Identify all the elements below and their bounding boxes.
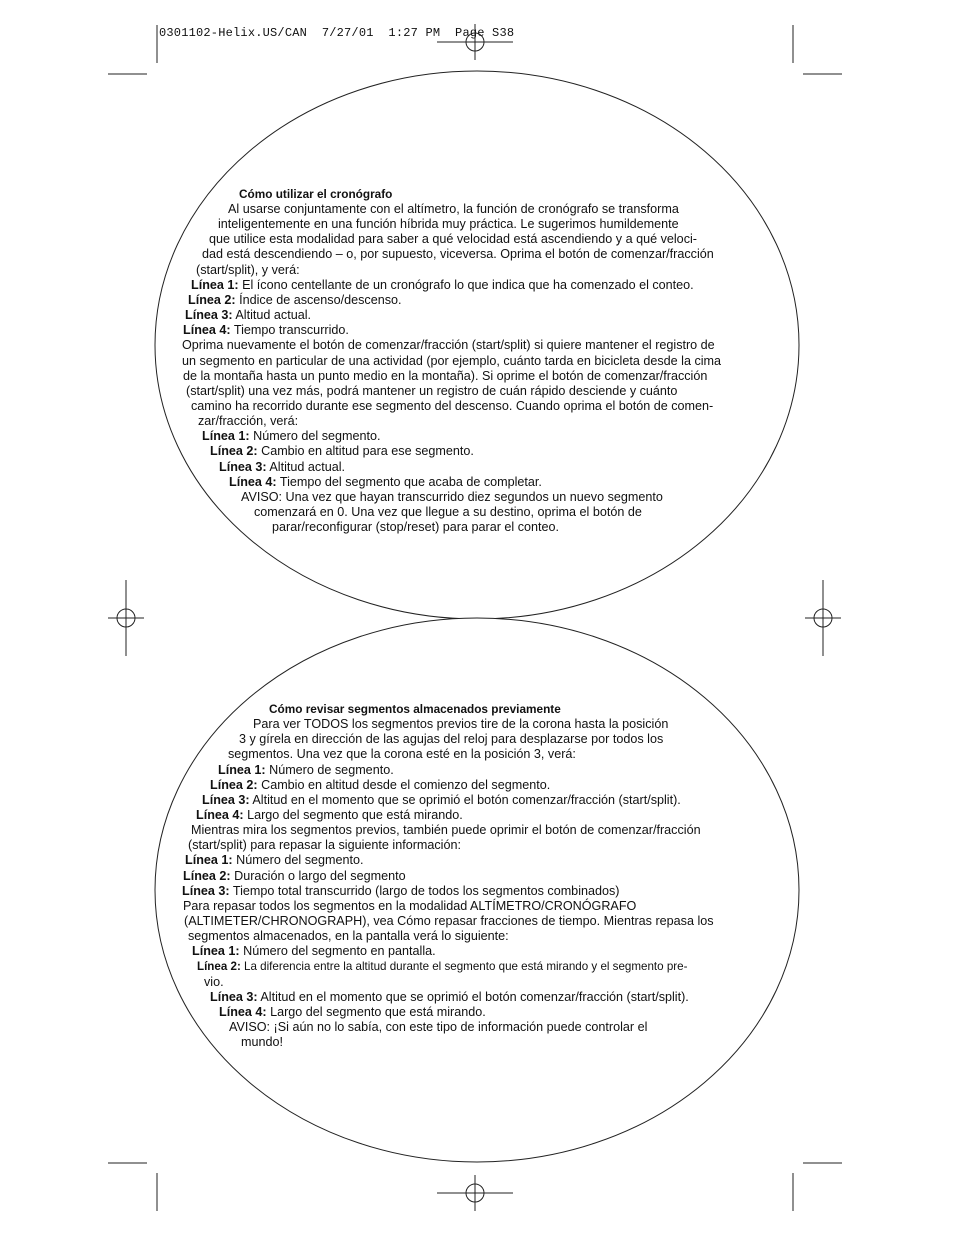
line-text: (start/split), y verá:: [196, 262, 300, 277]
section2-text-line: [183, 899, 636, 914]
line-text: Para repasar todos los segmentos en la modalidad ALTÍMETRO/CRONÓGRAFO: [183, 898, 637, 913]
line-text: Cambio en altitud desde el comienzo del segmento.: [257, 777, 551, 792]
section1-text-line: [182, 338, 715, 353]
registration-mark-left: [108, 580, 144, 656]
line-label: Línea 2:: [183, 868, 231, 883]
line-text: Oprima nuevamente el botón de comenzar/fracción (start/split) si quiere mantener el registro de: [182, 338, 715, 353]
line-text: Largo del segmento que está mirando.: [266, 1004, 486, 1019]
line-text: Duración o largo del segmento: [230, 868, 406, 883]
section2-text-line: [185, 853, 364, 868]
line-text: AVISO: Una vez que hayan transcurrido diez segundos un nuevo segmento: [241, 489, 663, 504]
line-label: Línea 3:: [185, 308, 233, 323]
registration-mark-top: [437, 24, 513, 60]
line-text: inteligentemente en una función híbrida muy práctica. Le sugerimos humildemente: [218, 217, 679, 232]
section1-text-line: [219, 460, 345, 475]
section2-text-line: [182, 884, 620, 899]
section2-text-line: [196, 808, 463, 823]
section1-text-line: [272, 520, 559, 535]
line-label: Línea 2:: [197, 960, 241, 974]
line-label: Línea 1:: [192, 944, 240, 959]
line-text: comenzará en 0. Una vez que llegue a su destino, oprima el botón de: [254, 505, 642, 519]
line-text: Número del segmento en pantalla.: [239, 944, 436, 959]
line-text: Tiempo transcurrido.: [230, 323, 349, 338]
section2-text-line: [192, 944, 436, 959]
line-text: Número del segmento.: [249, 429, 381, 444]
line-text: 3 y gírela en dirección de las agujas del reloj para desplazarse por todos los: [239, 732, 664, 747]
section2-text-line: [184, 914, 714, 929]
line-label: Línea 3:: [182, 883, 230, 898]
line-label: Línea 3:: [210, 989, 258, 1004]
line-label: Línea 4:: [183, 323, 231, 338]
section1-text-line: [183, 369, 707, 384]
section1-text-line: [198, 414, 298, 429]
line-text: Tiempo total transcurrido (largo de todos los segmentos combinados): [229, 883, 620, 898]
section2-text-line: [188, 838, 461, 853]
section2-text-line: [239, 732, 663, 747]
line-text: Altitud actual.: [232, 308, 312, 323]
section2-text-line: [191, 823, 701, 838]
section2-text-line: [229, 1020, 647, 1035]
section1-heading: Cómo utilizar el cronógrafo: [239, 187, 393, 201]
section2-text-line: [210, 990, 689, 1005]
line-text: de la montaña hasta un punto medio en la montaña). Si oprime el botón de comenzar/fracción: [183, 368, 708, 383]
line-label: Línea 4:: [196, 807, 244, 822]
line-label: Línea 2:: [210, 444, 258, 459]
section1-text-line: [202, 429, 381, 444]
line-text: segmentos. Una vez que la corona esté en la posición 3, verá:: [228, 747, 576, 762]
section2-text-line: [204, 975, 224, 990]
line-text: (ALTIMETER/CHRONOGRAPH), vea Cómo repasar fracciones de tiempo. Mientras repasa los: [184, 914, 714, 928]
section1-text-line: [202, 247, 714, 262]
section1-text-line: [196, 263, 300, 278]
section1-text-line: [191, 399, 713, 414]
line-text: Tiempo del segmento que acaba de completar.: [276, 474, 542, 489]
section2-text-line: [241, 1035, 283, 1050]
line-text: camino ha recorrido durante ese segmento del descenso. Cuando oprima el botón de comen-: [191, 399, 714, 413]
section2-text-line: [219, 1005, 486, 1020]
section2-text-line: [183, 869, 406, 884]
section2-text-line: [228, 747, 576, 762]
line-label: Línea 1:: [191, 277, 239, 292]
section1-text-line: [229, 475, 542, 490]
section1-text-line: [185, 308, 311, 323]
line-text: vio.: [204, 974, 224, 989]
line-label: Línea 3:: [202, 792, 250, 807]
print-slug: 0301102-Helix.US/CAN 7/27/01 1:27 PM Page S38: [159, 26, 515, 40]
line-text: Altitud en el momento que se oprimió el botón comenzar/fracción (start/split).: [249, 792, 681, 807]
line-text: (start/split) una vez más, podrá mantener un registro de cuán rápido desciende y cuánto: [186, 383, 678, 398]
line-label: Línea 3:: [219, 459, 267, 474]
line-text: Mientras mira los segmentos previos, también puede oprimir el botón de comenzar/fracción: [191, 823, 701, 837]
line-label: Línea 1:: [218, 762, 266, 777]
line-label: Línea 1:: [185, 853, 233, 868]
line-text: Altitud en el momento que se oprimió el botón comenzar/fracción (start/split).: [257, 989, 689, 1004]
line-text: Al usarse conjuntamente con el altímetro, la función de cronógrafo se transforma: [228, 202, 679, 216]
section1-text-line: [186, 384, 677, 399]
section2-text-line: [197, 959, 687, 974]
line-text: zar/fracción, verá:: [198, 414, 299, 429]
section2-text-line: [253, 717, 668, 732]
section1-text-line: [218, 217, 679, 232]
line-text: AVISO: ¡Si aún no lo sabía, con este tipo de información puede controlar el: [229, 1020, 648, 1034]
section2-text-line: [202, 793, 681, 808]
section1-text-line: [191, 278, 694, 293]
line-text: Para ver TODOS los segmentos previos tire de la corona hasta la posición: [253, 717, 669, 731]
line-label: Línea 1:: [202, 429, 250, 444]
line-text: El ícono centellante de un cronógrafo lo que indica que ha comenzado el conteo.: [238, 277, 694, 292]
line-text: dad está descendiendo – o, por supuesto, viceversa. Oprima el botón de comenzar/fracción: [202, 247, 714, 262]
line-text: (start/split) para repasar la siguiente información:: [188, 838, 461, 853]
line-text: La diferencia entre la altitud durante el segmento que está mirando y el segmento pre-: [240, 960, 688, 974]
line-text: un segmento en particular de una actividad (por ejemplo, cuánto tarda en bicicleta desde la cima: [182, 353, 722, 368]
section1-text-line: [209, 232, 697, 247]
line-text: que utilice esta modalidad para saber a qué velocidad está ascendiendo y a qué veloci-: [209, 232, 697, 247]
section2-text-line: [210, 778, 550, 793]
line-text: Número del segmento.: [232, 853, 364, 868]
line-text: mundo!: [241, 1035, 284, 1050]
section2-text-line: [218, 763, 394, 778]
section1-text-line: [254, 505, 642, 520]
line-label: Línea 2:: [188, 292, 236, 307]
section2-heading: Cómo revisar segmentos almacenados previamente: [269, 702, 561, 716]
section1-text-line: [183, 323, 349, 338]
line-text: Índice de ascenso/descenso.: [235, 292, 402, 307]
line-text: segmentos almacenados, en la pantalla verá lo siguiente:: [188, 929, 509, 944]
registration-mark-right: [805, 580, 841, 656]
line-label: Línea 2:: [210, 777, 258, 792]
section1-text-line: [188, 293, 402, 308]
line-text: Número de segmento.: [265, 762, 394, 777]
line-label: Línea 4:: [229, 474, 277, 489]
line-text: parar/reconfigurar (stop/reset) para parar el conteo.: [272, 520, 559, 535]
line-label: Línea 4:: [219, 1004, 267, 1019]
line-text: Largo del segmento que está mirando.: [243, 807, 463, 822]
line-text: Cambio en altitud para ese segmento.: [257, 444, 474, 459]
line-text: Altitud actual.: [266, 459, 346, 474]
section1-text-line: [241, 490, 663, 505]
section2-text-line: [188, 929, 509, 944]
registration-mark-bottom: [437, 1175, 513, 1211]
section1-text-line: [228, 202, 679, 217]
section1-text-line: [182, 354, 721, 369]
section1-text-line: [210, 444, 474, 459]
